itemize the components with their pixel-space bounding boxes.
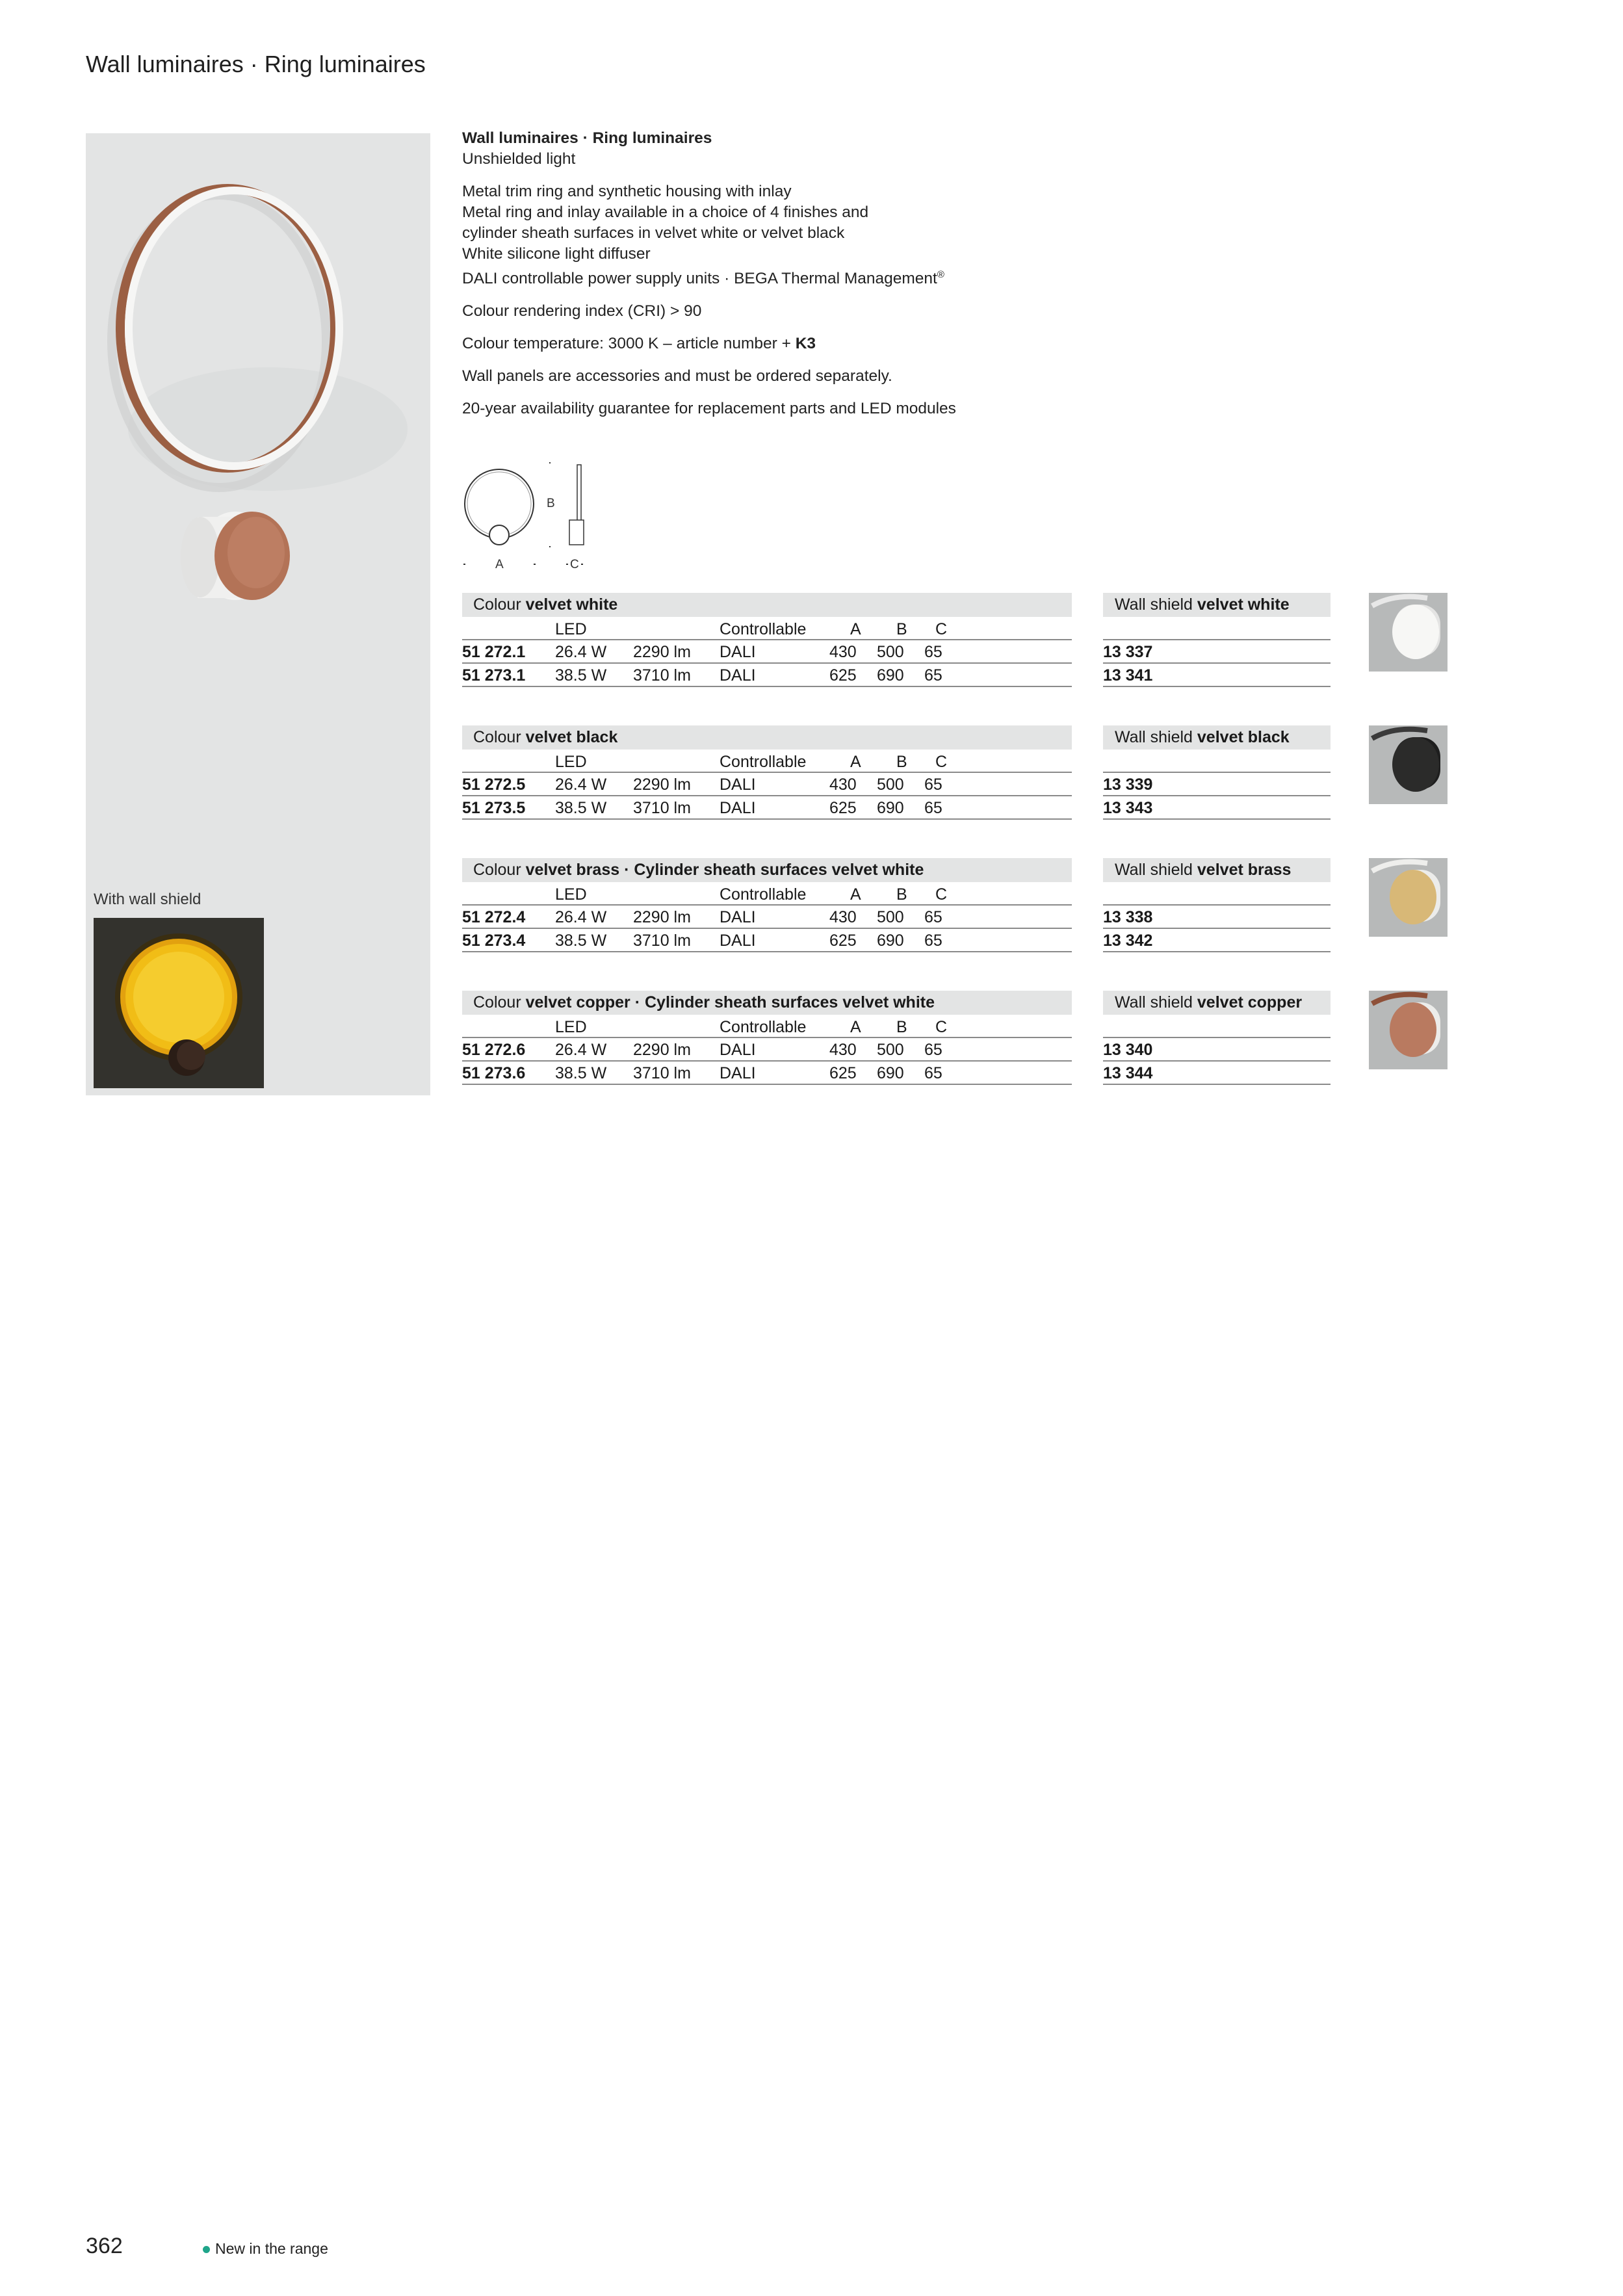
wall-shield-thumbnail [1369,991,1448,1069]
colour-name: velvet copper [525,993,630,1011]
dim-c: 65 [924,643,942,661]
control: DALI [720,1041,756,1059]
c-header: C [935,620,948,638]
legend [203,2240,328,2258]
dimension-label-a: A [495,558,504,571]
page-number: 362 [86,2234,123,2258]
controllable-header: Controllable [720,620,807,638]
shield-name: velvet copper [1197,993,1303,1011]
table-row [462,1062,1072,1085]
article-number: 51 273.1 [462,666,526,685]
article-number: 51 272.4 [462,908,526,926]
control: DALI [720,666,756,685]
description-subheading: Unshielded light [462,150,576,168]
colour-temperature-code: K3 [795,335,816,353]
wall-shield-caption: With wall shield [94,891,201,908]
article-number: 51 272.5 [462,776,526,794]
colour-prefix: Colour [473,993,526,1011]
wattage: 26.4 W [555,776,607,794]
wattage: 38.5 W [555,799,607,817]
table-row [462,664,1072,687]
table-row [462,906,1072,929]
variant-table [462,991,1072,1085]
wattage: 38.5 W [555,932,607,950]
control: DALI [720,908,756,926]
a-header: A [850,620,861,638]
wall-shield-header [1103,991,1331,1015]
colour-header [462,991,1072,1015]
colour-prefix: Colour [473,861,526,879]
colour-header [462,725,1072,750]
shield-prefix: Wall shield [1115,595,1197,614]
shield-name: velvet black [1197,728,1290,746]
dim-a: 625 [829,932,857,950]
wall-shield-photo [94,918,264,1088]
lumen: 3710 lm [633,666,691,685]
article-number: 51 273.5 [462,799,526,817]
colour-temperature-text [462,333,1112,354]
dim-b: 690 [877,1064,904,1082]
wall-shield-article: 13 338 [1103,906,1331,929]
led-header: LED [555,753,587,771]
dim-b: 500 [877,643,904,661]
lumen: 3710 lm [633,799,691,817]
table-spacer [1103,882,1331,906]
table-row [462,1038,1072,1062]
dim-c: 65 [924,1041,942,1059]
dimension-drawing [459,455,602,579]
led-header: LED [555,620,587,638]
feature-line: White silicone light diffuser [462,245,651,263]
registered-mark: ® [937,269,944,280]
feature-line: cylinder sheath surfaces in velvet white or velvet black [462,224,845,242]
control: DALI [720,776,756,794]
dim-b: 500 [877,908,904,926]
colour-extra: · Cylinder sheath surfaces velvet white [630,993,935,1011]
article-number: 51 272.1 [462,643,526,661]
wall-shield-header [1103,725,1331,750]
lumen: 2290 lm [633,776,691,794]
colour-header [462,858,1072,882]
table-subheader [462,882,1072,906]
b-header: B [896,753,907,771]
wattage: 38.5 W [555,666,607,685]
table-row [462,773,1072,796]
colour-extra: · Cylinder sheath surfaces velvet white [619,861,924,879]
wall-shield-article: 13 339 [1103,773,1331,796]
controllable-header: Controllable [720,1018,807,1036]
c-header: C [935,885,948,904]
wattage: 26.4 W [555,1041,607,1059]
wall-shield-thumbnail [1369,725,1448,804]
colour-prefix: Colour [473,728,526,746]
article-number: 51 272.6 [462,1041,526,1059]
dim-a: 430 [829,908,857,926]
new-in-range-dot-icon [203,2246,210,2253]
lumen: 2290 lm [633,643,691,661]
description-heading: Wall luminaires · Ring luminaires [462,129,712,147]
control: DALI [720,1064,756,1082]
colour-header [462,593,1072,617]
variant-table [462,858,1072,952]
b-header: B [896,885,907,904]
wall-shield-thumbnail [1369,858,1448,937]
article-number: 51 273.4 [462,932,526,950]
wattage: 26.4 W [555,643,607,661]
dim-c: 65 [924,776,942,794]
table-subheader [462,1015,1072,1038]
dim-b: 500 [877,776,904,794]
feature-line: Metal trim ring and synthetic housing with inlay [462,183,792,200]
dim-b: 690 [877,666,904,685]
legend-label: New in the range [215,2240,328,2257]
shield-prefix: Wall shield [1115,861,1197,879]
variant-table [462,725,1072,820]
led-header: LED [555,885,587,904]
article-number: 51 273.6 [462,1064,526,1082]
dimension-label-b: B [547,497,555,510]
wall-shield-table [1103,858,1331,952]
control: DALI [720,643,756,661]
dim-a: 625 [829,799,857,817]
wall-panels-note: Wall panels are accessories and must be ordered separately. [462,367,892,385]
wattage: 38.5 W [555,1064,607,1082]
control: DALI [720,799,756,817]
wall-shield-thumbnail [1369,593,1448,672]
wall-shield-article: 13 337 [1103,640,1331,664]
colour-temperature-prefix: Colour temperature: 3000 K – article number + [462,335,796,353]
table-subheader [462,750,1072,773]
c-header: C [935,753,948,771]
dimension-label-c: C [570,558,579,571]
b-header: B [896,620,907,638]
dim-a: 430 [829,643,857,661]
page-title: Wall luminaires · Ring luminaires [86,51,426,77]
shield-prefix: Wall shield [1115,993,1197,1011]
table-spacer [1103,1015,1331,1038]
dim-c: 65 [924,666,942,685]
lumen: 3710 lm [633,932,691,950]
feature-line: Metal ring and inlay available in a choice of 4 finishes and [462,203,869,221]
guarantee-note: 20-year availability guarantee for replacement parts and LED modules [462,400,956,418]
a-header: A [850,1018,861,1036]
table-subheader [462,617,1072,640]
wall-shield-article: 13 341 [1103,664,1331,687]
colour-name: velvet white [525,595,618,614]
wall-shield-table [1103,593,1331,687]
dim-c: 65 [924,799,942,817]
wall-shield-table [1103,725,1331,820]
colour-prefix: Colour [473,595,526,614]
dim-a: 430 [829,776,857,794]
product-description [462,128,1112,431]
shield-name: velvet brass [1197,861,1292,879]
dim-c: 65 [924,908,942,926]
dim-c: 65 [924,1064,942,1082]
a-header: A [850,885,861,904]
dim-a: 430 [829,1041,857,1059]
controllable-header: Controllable [720,753,807,771]
table-spacer [1103,750,1331,773]
feature-list [462,181,1112,289]
control: DALI [720,932,756,950]
lumen: 2290 lm [633,1041,691,1059]
dim-a: 625 [829,666,857,685]
table-row [462,640,1072,664]
wattage: 26.4 W [555,908,607,926]
wall-shield-table [1103,991,1331,1085]
dim-c: 65 [924,932,942,950]
wall-shield-header [1103,858,1331,882]
wall-shield-article: 13 340 [1103,1038,1331,1062]
c-header: C [935,1018,948,1036]
cri-text: Colour rendering index (CRI) > 90 [462,302,702,320]
dim-b: 690 [877,932,904,950]
led-header: LED [555,1018,587,1036]
feature-line: DALI controllable power supply units · BEGA Thermal Management [462,270,937,288]
dim-b: 500 [877,1041,904,1059]
shield-name: velvet white [1197,595,1290,614]
table-row [462,796,1072,820]
table-spacer [1103,617,1331,640]
a-header: A [850,753,861,771]
dim-a: 625 [829,1064,857,1082]
lumen: 3710 lm [633,1064,691,1082]
wall-shield-article: 13 342 [1103,929,1331,952]
dim-b: 690 [877,799,904,817]
table-row [462,929,1072,952]
variant-table [462,593,1072,687]
wall-shield-article: 13 344 [1103,1062,1331,1085]
lumen: 2290 lm [633,908,691,926]
controllable-header: Controllable [720,885,807,904]
wall-shield-header [1103,593,1331,617]
colour-name: velvet brass [525,861,620,879]
shield-prefix: Wall shield [1115,728,1197,746]
colour-name: velvet black [525,728,618,746]
wall-shield-article: 13 343 [1103,796,1331,820]
b-header: B [896,1018,907,1036]
